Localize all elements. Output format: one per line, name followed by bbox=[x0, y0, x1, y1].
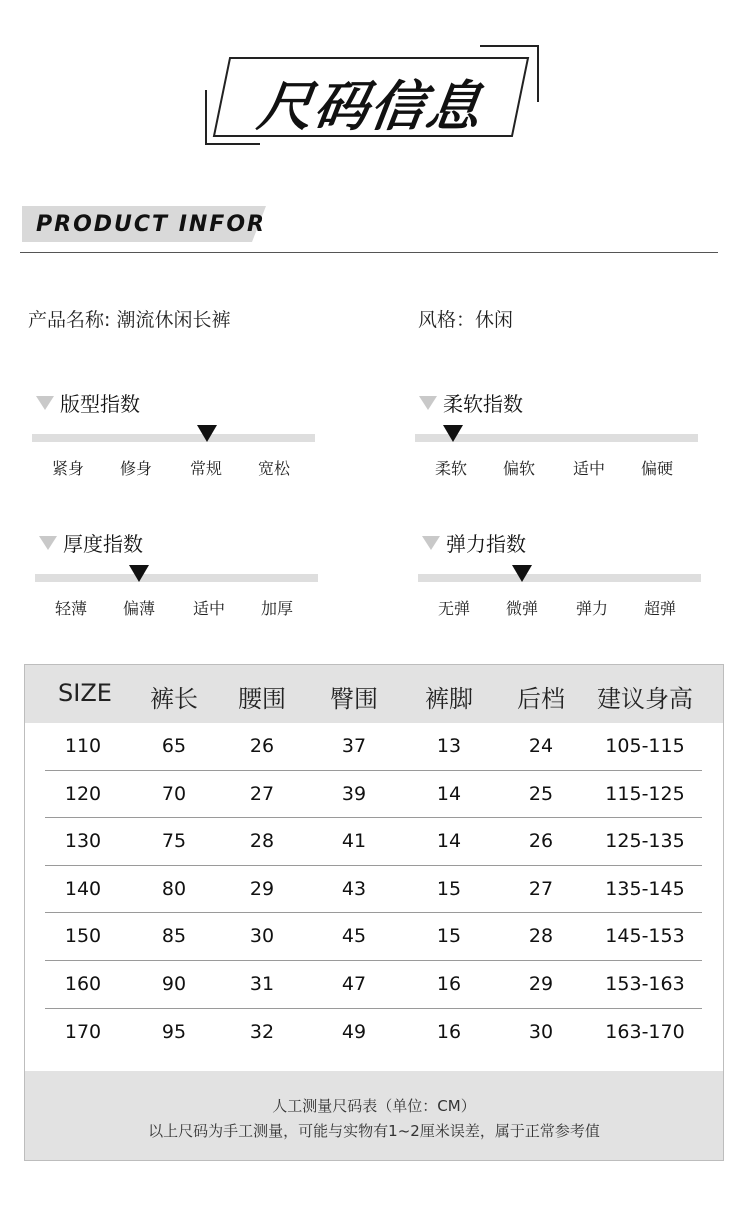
size-table bbox=[24, 664, 724, 1161]
scale-label: 柔软 bbox=[434, 459, 468, 478]
table-row bbox=[45, 723, 702, 771]
scale-label: 弹力 bbox=[575, 599, 609, 618]
table-cell: 145-153 bbox=[605, 925, 685, 948]
table-cell: 31 bbox=[249, 972, 275, 995]
table-cell: 95 bbox=[161, 1020, 187, 1043]
product-style: 风格：休闲 bbox=[418, 309, 514, 331]
scale-label: 加厚 bbox=[260, 599, 294, 618]
table-cell: 125-135 bbox=[605, 830, 685, 853]
scale-label: 偏软 bbox=[502, 459, 536, 478]
table-cell: 14 bbox=[436, 830, 462, 853]
scale-title: 版型指数 bbox=[60, 392, 140, 416]
table-cell: 41 bbox=[341, 830, 367, 853]
scale-elasticity bbox=[418, 528, 708, 638]
scale-label: 微弹 bbox=[505, 599, 539, 618]
table-cell: 43 bbox=[341, 877, 367, 900]
table-cell: 26 bbox=[528, 830, 554, 853]
scale-bar bbox=[418, 574, 701, 582]
table-cell: 85 bbox=[161, 925, 187, 948]
table-cell: 32 bbox=[249, 1020, 275, 1043]
column-header: 建议身高 bbox=[597, 685, 693, 713]
table-cell: 150 bbox=[64, 925, 102, 948]
table-cell: 47 bbox=[341, 972, 367, 995]
table-row bbox=[45, 913, 702, 961]
table-cell: 90 bbox=[161, 972, 187, 995]
scale-fit bbox=[32, 388, 322, 498]
scale-marker-icon bbox=[129, 565, 149, 582]
table-cell: 163-170 bbox=[605, 1020, 685, 1043]
table-row bbox=[45, 818, 702, 866]
table-row bbox=[45, 961, 702, 1009]
table-cell: 15 bbox=[436, 877, 462, 900]
scale-label: 常规 bbox=[189, 459, 223, 478]
table-cell: 170 bbox=[64, 1020, 102, 1043]
column-header: 后档 bbox=[517, 685, 565, 713]
table-cell: 29 bbox=[528, 972, 554, 995]
table-body bbox=[45, 723, 702, 1056]
table-cell: 30 bbox=[249, 925, 275, 948]
scale-marker-icon bbox=[443, 425, 463, 442]
table-cell: 37 bbox=[341, 735, 367, 757]
scale-label: 适中 bbox=[572, 459, 606, 478]
scale-thickness bbox=[35, 528, 325, 638]
table-header bbox=[25, 665, 723, 723]
table-cell: 28 bbox=[528, 925, 554, 948]
table-cell: 153-163 bbox=[605, 972, 685, 995]
scale-marker-icon bbox=[512, 565, 532, 582]
table-cell: 105-115 bbox=[605, 735, 685, 757]
triangle-down-icon bbox=[39, 536, 57, 550]
table-cell: 16 bbox=[436, 972, 462, 995]
scale-bar bbox=[35, 574, 318, 582]
scale-title: 弹力指数 bbox=[446, 532, 526, 556]
table-footer bbox=[25, 1071, 723, 1160]
table-cell: 14 bbox=[436, 782, 462, 805]
table-cell: 70 bbox=[161, 782, 187, 805]
scale-label: 无弹 bbox=[437, 599, 471, 618]
section-tag-label: PRODUCT INFOR bbox=[36, 212, 266, 237]
table-cell: 115-125 bbox=[605, 782, 685, 805]
table-cell: 80 bbox=[161, 877, 187, 900]
triangle-down-icon bbox=[422, 536, 440, 550]
table-cell: 25 bbox=[528, 782, 554, 805]
table-cell: 27 bbox=[249, 782, 275, 805]
column-header: 裤脚 bbox=[425, 685, 473, 713]
scale-label: 宽松 bbox=[257, 459, 291, 478]
table-cell: 49 bbox=[341, 1020, 367, 1043]
triangle-down-icon bbox=[36, 396, 54, 410]
product-name: 产品名称: 潮流休闲长裤 bbox=[28, 309, 231, 331]
table-unit-note: 人工测量尺码表（单位：CM） bbox=[272, 1097, 476, 1115]
table-row bbox=[45, 866, 702, 914]
column-header: 裤长 bbox=[150, 685, 198, 713]
table-cell: 15 bbox=[436, 925, 462, 948]
table-error-note: 以上尺码为手工测量，可能与实物有1~2厘米误差，属于正常参考值 bbox=[148, 1122, 600, 1140]
scale-label: 偏薄 bbox=[122, 599, 156, 618]
table-cell: 65 bbox=[161, 735, 187, 757]
title-banner bbox=[200, 40, 545, 150]
section-tag bbox=[22, 206, 266, 242]
scale-bar bbox=[32, 434, 315, 442]
column-header: 臀围 bbox=[330, 685, 378, 713]
page-title: 尺码信息 bbox=[254, 75, 487, 138]
scale-label: 超弹 bbox=[643, 599, 677, 618]
scale-label: 偏硬 bbox=[640, 459, 674, 478]
table-cell: 75 bbox=[161, 830, 187, 853]
scale-label: 轻薄 bbox=[54, 599, 88, 618]
table-row bbox=[45, 771, 702, 819]
table-cell: 28 bbox=[249, 830, 275, 853]
scale-label: 紧身 bbox=[51, 459, 85, 478]
triangle-down-icon bbox=[419, 396, 437, 410]
table-cell: 39 bbox=[341, 782, 367, 805]
scale-label: 修身 bbox=[119, 459, 153, 478]
table-cell: 140 bbox=[64, 877, 102, 900]
scale-title: 厚度指数 bbox=[63, 532, 143, 556]
scale-softness bbox=[415, 388, 705, 498]
column-header: SIZE bbox=[58, 679, 112, 707]
section-divider bbox=[20, 252, 718, 253]
table-cell: 13 bbox=[436, 735, 462, 757]
scale-label: 适中 bbox=[192, 599, 226, 618]
column-header: 腰围 bbox=[238, 685, 286, 713]
scale-title: 柔软指数 bbox=[443, 392, 523, 416]
table-cell: 135-145 bbox=[605, 877, 685, 900]
table-cell: 16 bbox=[436, 1020, 462, 1043]
table-cell: 29 bbox=[249, 877, 275, 900]
table-cell: 130 bbox=[64, 830, 102, 853]
table-cell: 26 bbox=[249, 735, 275, 757]
table-cell: 120 bbox=[64, 782, 102, 805]
table-cell: 30 bbox=[528, 1020, 554, 1043]
table-cell: 110 bbox=[64, 735, 102, 757]
table-cell: 24 bbox=[528, 735, 554, 757]
table-cell: 160 bbox=[64, 972, 102, 995]
table-cell: 45 bbox=[341, 925, 367, 948]
scale-marker-icon bbox=[197, 425, 217, 442]
table-row bbox=[45, 1009, 702, 1057]
table-cell: 27 bbox=[528, 877, 554, 900]
